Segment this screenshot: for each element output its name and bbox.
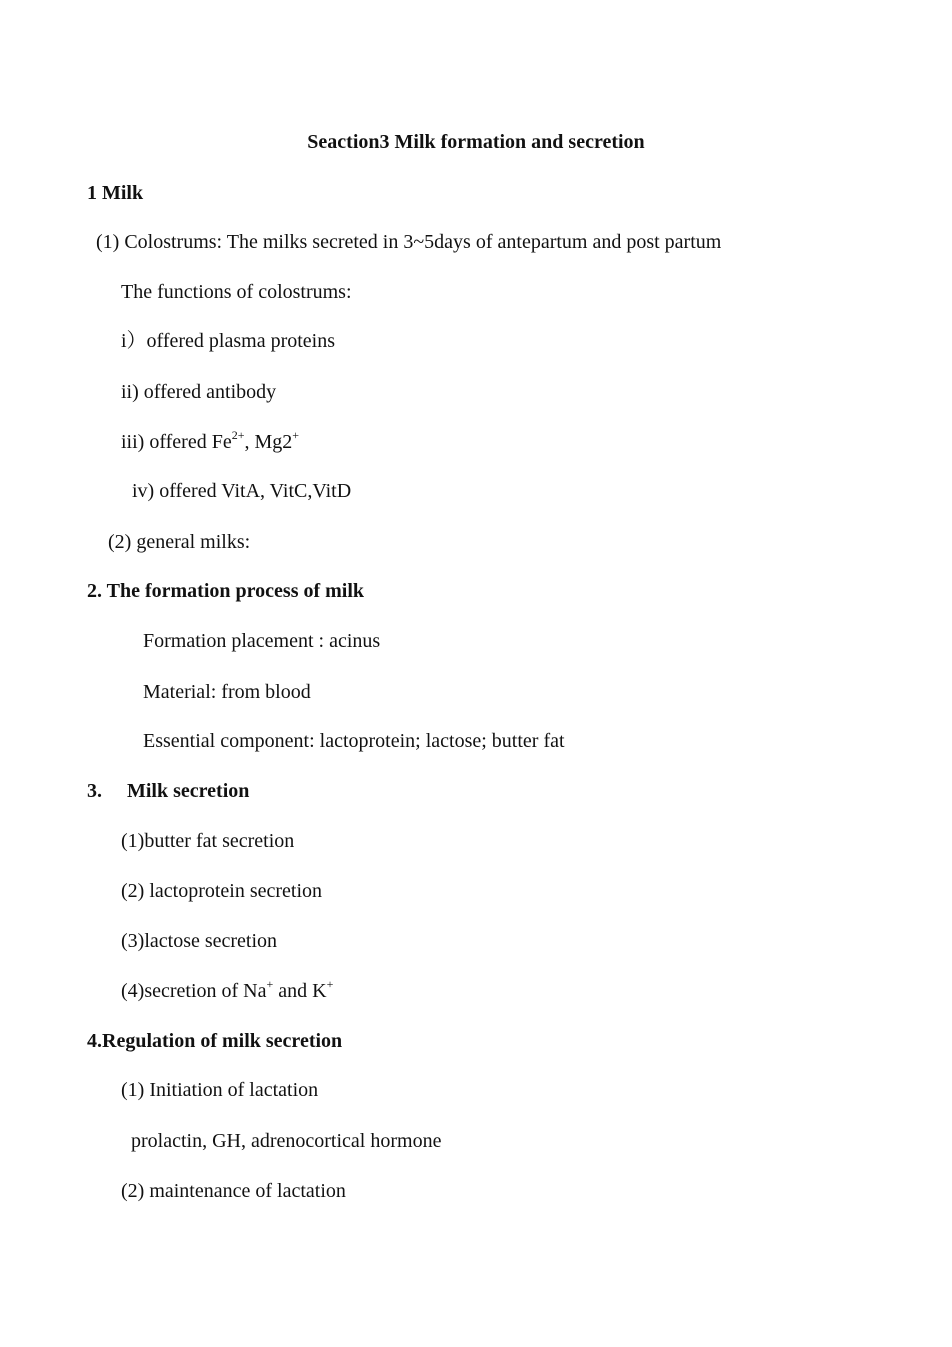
section-3-heading: Milk secretion	[127, 780, 250, 802]
material-line: Material: from blood	[143, 681, 311, 703]
superscript-charge: +	[326, 977, 334, 992]
hormones-line: prolactin, GH, adrenocortical hormone	[131, 1130, 442, 1152]
function-item-3-mid: , Mg2	[244, 431, 293, 453]
superscript-charge: +	[292, 428, 300, 443]
secretion-item-2: (2) lactoprotein secretion	[121, 880, 323, 902]
colostrums-definition: (1) Colostrums: The milks secreted in 3~5days of antepartum and post partum	[96, 231, 722, 253]
function-item-4: iv) offered VitA, VitC,VitD	[132, 480, 352, 502]
secretion-item-1: (1)butter fat secretion	[121, 830, 295, 852]
secretion-item-3: (3)lactose secretion	[121, 930, 278, 952]
secretion-item-4-prefix: (4)secretion of Na	[121, 980, 267, 1002]
secretion-item-4-mid: and K	[273, 980, 327, 1002]
initiation-of-lactation: (1) Initiation of lactation	[121, 1079, 319, 1101]
essential-component: Essential component: lactoprotein; lactose; butter fat	[143, 730, 565, 752]
superscript-charge: +	[266, 977, 274, 992]
section-2-heading: 2. The formation process of milk	[87, 580, 365, 602]
function-item-3-prefix: iii) offered Fe	[121, 431, 232, 453]
general-milks: (2) general milks:	[108, 531, 251, 553]
functions-label: The functions of colostrums:	[121, 281, 352, 303]
function-item-3	[121, 430, 299, 454]
function-item-2: ii) offered antibody	[121, 381, 277, 403]
superscript-charge: 2+	[231, 428, 245, 443]
section-3-heading-number: 3.	[87, 780, 102, 802]
section-4-heading: 4.Regulation of milk secretion	[87, 1030, 343, 1052]
section-1-heading: 1 Milk	[87, 182, 144, 204]
secretion-item-4	[121, 979, 333, 1003]
maintenance-of-lactation: (2) maintenance of lactation	[121, 1180, 346, 1202]
formation-placement: Formation placement : acinus	[143, 630, 381, 652]
function-item-1: i）offered plasma proteins	[121, 330, 336, 352]
page-title: Seaction3 Milk formation and secretion	[307, 131, 645, 153]
